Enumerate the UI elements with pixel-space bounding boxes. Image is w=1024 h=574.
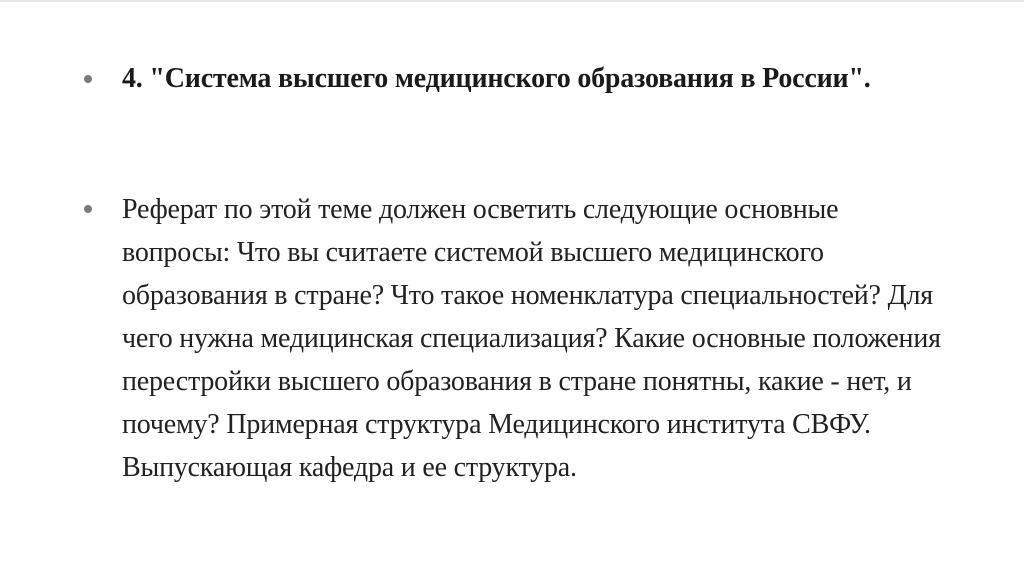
bullet-title-text: 4. "Система высшего медицинского образования в России". bbox=[122, 63, 871, 94]
bullet-dot-icon bbox=[84, 75, 92, 83]
bullet-dot-icon bbox=[84, 205, 92, 213]
bullet-description-text: Реферат по этой теме должен осветить следующие основные вопросы: Что вы считаете системой высшего медицинского образования в стране? Что такое номенклатура специальностей? Для чего нужна медицинская специализация? Какие основные положения перестройки высшего образования в стране понятны, какие - нет, и почему? Примерная структура Медицинского института СВФУ. Выпускающая кафедра и ее структура. bbox=[122, 194, 941, 483]
